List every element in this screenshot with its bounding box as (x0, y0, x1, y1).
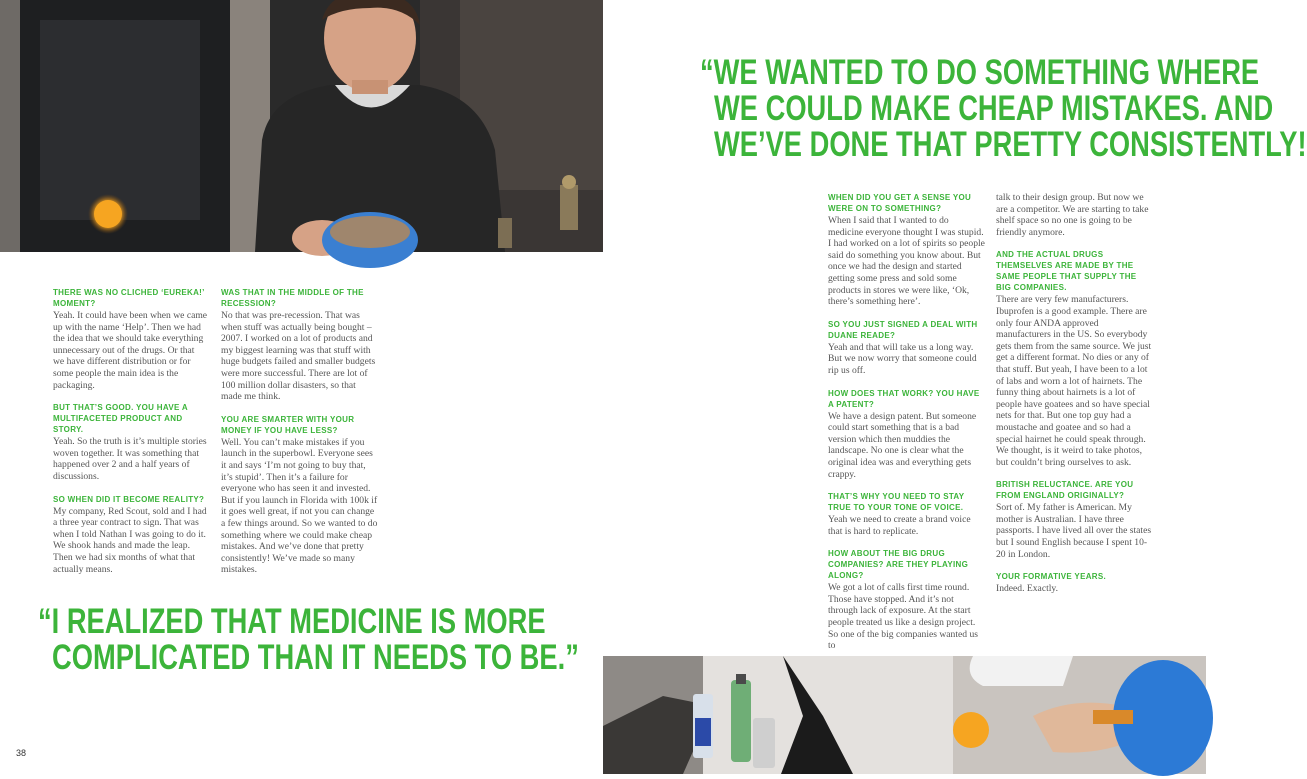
interview-question: AND THE ACTUAL DRUGS THEMSELVES ARE MADE BY THE SAME PEOPLE THAT SUPPLY THE BIG COMPANIES. (996, 250, 1137, 293)
interview-question: YOU ARE SMARTER WITH YOUR MONEY IF YOU HAVE LESS? (221, 414, 355, 435)
interview-answer: My company, Red Scout, sold and I had a three year contract to sign. That was when I told Nathan I was going to do it. We shook hands and made the leap. Then we had six months of what that actually means. (53, 505, 207, 575)
interview-question: WHEN DID YOU GET A SENSE YOU WERE ON TO SOMETHING? (828, 193, 972, 213)
interview-question: THERE WAS NO CLICHED ‘EUREKA!’ MOMENT? (53, 288, 205, 308)
interview-answer: No that was pre-recession. That was when stuff was actually being bought – 2007. I worked on a lot of products and my biggest learning was that stuff with huge budgets failed and smaller budgets were more successful. There are lot of 100 million dollar disasters, so that made me think. (221, 310, 376, 403)
interview-question: BUT THAT’S GOOD. YOU HAVE A MULTIFACETED PRODUCT AND STORY. (53, 403, 188, 435)
pull-quote-cheap-mistakes (700, 55, 1307, 163)
interview-answer: Indeed. Exactly. (996, 583, 1058, 595)
pull-quote-line: WE COULD MAKE CHEAP MISTAKES. AND (714, 89, 1274, 128)
interview-question: THAT’S WHY YOU NEED TO STAY TRUE TO YOUR TONE OF VOICE. (828, 492, 965, 513)
pull-quote-medicine-complicated (38, 604, 579, 676)
interview-answer: We got a lot of calls first time round. Those have stopped. And it’s not through lack of exposure. At the start people treated us like a design project. So one of the big companies wanted us to (828, 582, 979, 652)
interview-question: YOUR FORMATIVE YEARS. (996, 572, 1107, 582)
pull-quote-line: “I REALIZED THAT MEDICINE IS MORE (38, 602, 546, 641)
interview-answer: There are very few manufacturers. Ibuprofen is a good example. There are only four ANDA approved manufacturers in the US. So everybody gets them from the same source. We just get a different format. No dies or any of that stuff. But yeah, I have been to a lot of labs and worn a lot of hairnets. The funny thing about hairnets is a lot of people have goatees and so have special nets for that. But one top guy had a moustache and goatee and so had a special hairnet he could speak through. We thought, is it weird to take photos, but couldn’t bring ourselves to ask. (996, 294, 1152, 468)
pull-quote-line: WE’VE DONE THAT PRETTY CONSISTENTLY! (714, 125, 1307, 164)
pull-quote-line: COMPLICATED THAN IT NEEDS TO BE.” (52, 638, 579, 677)
interview-answer: Well. You can’t make mistakes if you launch in the superbowl. Everyone sees it and says ‘I’m not going to buy that, it’s stupid’. Then it’s a failure for everyone who has seen it and invested. But if you launch in Florida with 100k if it goes well great, if not you can change a few things around. So we wanted to do something where we could make cheap mistakes. And we’ve done that pretty consistently! We’ve made so many mistakes. (221, 436, 378, 576)
interview-answer: talk to their design group. But now we are a competitor. We are starting to take shelf space so no one is going to be friendly anymore. (996, 192, 1149, 238)
photo-man-playing-ping-pong (0, 0, 603, 252)
interview-answer: Yeah. So the truth is it’s multiple stories woven together. It was something that happened over 2 and a half years of discussions. (53, 436, 207, 482)
pull-quote-line: “WE WANTED TO DO SOMETHING WHERE (700, 53, 1260, 92)
photo-table-with-bottles-and-paddle (603, 656, 1206, 774)
interview-question: WAS THAT IN THE MIDDLE OF THE RECESSION? (221, 288, 364, 308)
interview-question: SO YOU JUST SIGNED A DEAL WITH DUANE READE? (828, 319, 978, 340)
interview-answer: Sort of. My father is American. My mother is Australian. I have three passports. I have lived all over the states but I sound English because I spent 10-20 in London. (996, 502, 1152, 560)
interview-question: BRITISH RELUCTANCE. ARE YOU FROM ENGLAND ORIGINALLY? (996, 480, 1134, 501)
interview-answer: Yeah and that will take us a long way. But we now worry that someone could rip us off. (828, 341, 977, 376)
interview-answer: We have a design patent. But someone could start something that is a bad version which then muddies the landscape. No one is clear what the original idea was and everything gets crappy. (828, 410, 977, 480)
interview-question: SO WHEN DID IT BECOME REALITY? (53, 494, 205, 504)
page-number: 38 (16, 748, 27, 758)
interview-column-2 (221, 287, 378, 587)
interview-answer: Yeah. It could have been when we came up with the name ‘Help’. Then we had the idea that we should take everything unnecessary out of the drugs. Or that we have different distribution or for some people the main idea is the packaging. (53, 310, 208, 391)
interview-answer: Yeah we need to create a brand voice that is hard to replicate. (828, 514, 971, 537)
interview-column-4 (996, 192, 1153, 606)
interview-column-1 (53, 287, 208, 586)
interview-question: HOW DOES THAT WORK? YOU HAVE A PATENT? (828, 388, 980, 409)
interview-answer: When I said that I wanted to do medicine everyone thought I was stupid. I had worked on a lot of spirits so people said do something you know about. But once we had the design and started getting some press and sold some products in stores we were like, ‘Ok, there’s something here’. (828, 215, 985, 308)
interview-column-3 (828, 192, 985, 663)
interview-question: HOW ABOUT THE BIG DRUG COMPANIES? ARE THEY PLAYING ALONG? (828, 549, 969, 581)
